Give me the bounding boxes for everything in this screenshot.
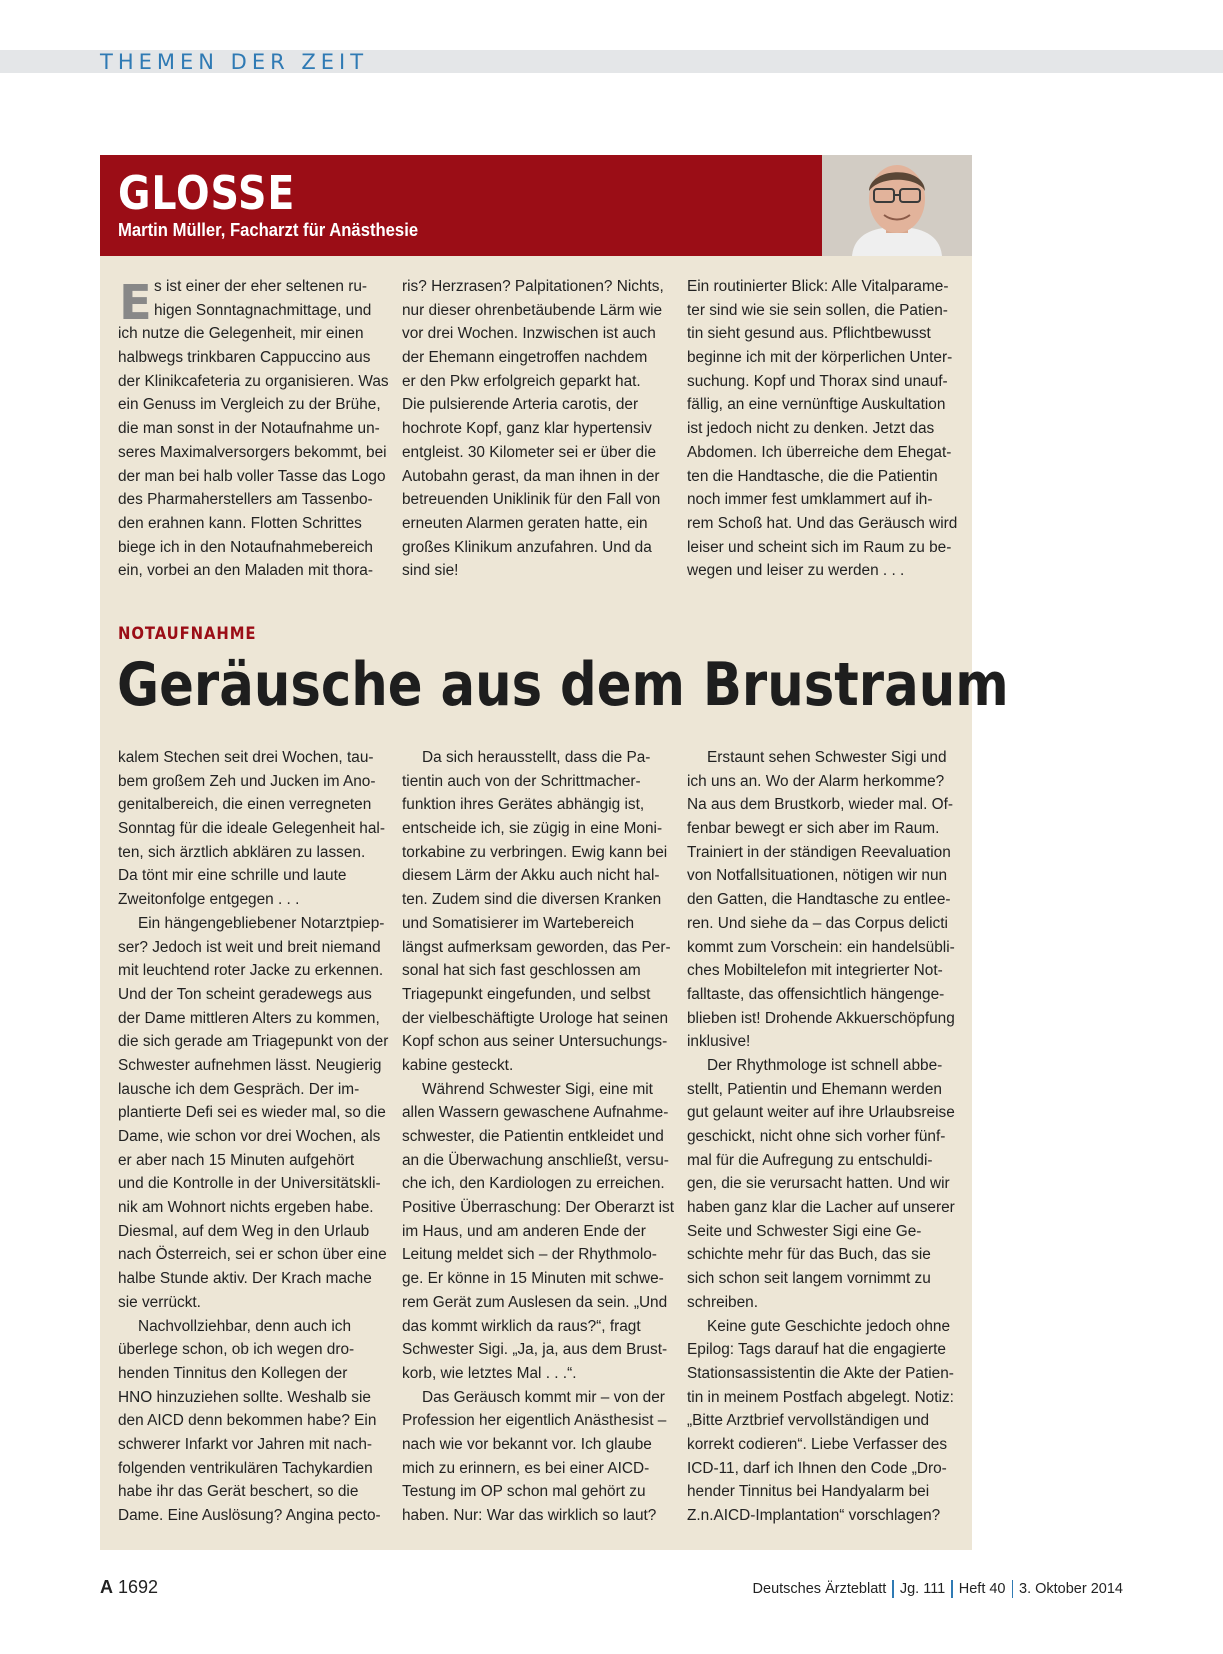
text-line: ris? Herzrasen? Palpitationen? Nichts,: [402, 278, 664, 295]
text-line: er aber nach 15 Minuten aufgehört: [118, 1151, 355, 1169]
text-line: den AICD denn bekommen habe? Ein: [118, 1412, 377, 1430]
text-line: Abdomen. Ich überreiche dem Ehegat-: [687, 443, 952, 461]
text-line: Testung im OP schon mal gehört zu: [402, 1483, 646, 1501]
text-line: ein, vorbei an den Maladen mit thora-: [118, 562, 373, 580]
text-line: überlege schon, ob ich wegen dro-: [118, 1341, 355, 1359]
text-line: bem großem Zeh und Jucken im Ano-: [118, 772, 376, 790]
text-line: den erahnen kann. Flotten Schrittes: [118, 514, 362, 532]
text-line: ICD-11, darf ich Ihnen den Code „Dro-: [687, 1459, 947, 1477]
text-line: mal für die Aufregung zu entschuldi-: [687, 1151, 933, 1169]
text-line: Leitung meldet sich – der Rhythmolo-: [402, 1246, 657, 1264]
text-line: geschickt, nicht ohne sich vorher fünf-: [687, 1128, 946, 1145]
body-column-2: [402, 746, 675, 1528]
text-line: gut gelaunt weiter auf ihre Urlaubsreise: [687, 1104, 955, 1122]
text-line: HNO hinzuziehen sollte. Weshalb sie: [118, 1388, 371, 1406]
text-line: Der Rhythmologe ist schnell abbe-: [707, 1056, 943, 1074]
text-line: den Gatten, die Handtasche zu entlee-: [687, 891, 951, 909]
text-line: allen Wassern gewaschene Aufnahme-: [402, 1104, 669, 1122]
text-line: Trainiert in der ständigen Reevaluation: [687, 843, 951, 861]
text-line: haben. Nur: War das wirklich so laut?: [402, 1507, 657, 1524]
text-line: ein Genuss im Vergleich zu der Brühe,: [118, 396, 381, 414]
text-line: sich schon seit langem vornimmt zu: [687, 1270, 931, 1288]
text-line: ser? Jedoch ist weit und breit niemand: [118, 938, 381, 956]
journal-date: 3. Oktober 2014: [1019, 1581, 1123, 1597]
text-line: im Haus, und am anderen Ende der: [402, 1222, 646, 1240]
journal-info: [753, 1580, 1123, 1598]
page-number-value: 1692: [118, 1577, 159, 1597]
text-line: Die pulsierende Arteria carotis, der: [402, 396, 639, 414]
text-line: schwerer Infarkt vor Jahren mit nach-: [118, 1435, 373, 1453]
text-line: er den Pkw erfolgreich geparkt hat.: [402, 372, 641, 390]
text-line: higen Sonntagnachmittage, und: [154, 301, 372, 319]
text-line: ter sind wie sie sein sollen, die Patien-: [687, 301, 948, 319]
text-line: lausche ich dem Gespräch. Der im-: [118, 1080, 360, 1098]
divider: [951, 1580, 953, 1598]
text-line: che ich, den Kardiologen zu erreichen.: [402, 1175, 665, 1193]
author-line: Martin Müller, Facharzt für Anästhesie: [118, 219, 419, 240]
text-line: Triagepunkt eingefunden, und selbst: [402, 985, 651, 1003]
text-line: diesem Lärm der Akku auch nicht hal-: [402, 867, 660, 885]
text-line: nik am Wohnort nichts ergeben habe.: [118, 1199, 374, 1217]
text-line: an die Überwachung anschließt, versu-: [402, 1151, 669, 1169]
text-line: schwester, die Patientin entkleidet und: [402, 1128, 664, 1145]
divider: [892, 1580, 894, 1598]
text-line: halbe Stunde aktiv. Der Krach mache: [118, 1270, 372, 1288]
text-line: fällig, an eine vernünftige Auskultation: [687, 396, 946, 414]
text-line: suchung. Kopf und Thorax sind unauf-: [687, 372, 948, 390]
text-line: Diesmal, auf dem Weg in den Urlaub: [118, 1222, 370, 1240]
page-number: [100, 1577, 158, 1598]
text-line: noch immer fest umklammert auf ih-: [687, 491, 933, 509]
text-line: Seite und Schwester Sigi eine Ge-: [687, 1222, 922, 1240]
text-line: Ein hängengebliebener Notarztpiep-: [138, 914, 385, 932]
text-line: tin sieht gesund aus. Pflichtbewusst: [687, 325, 931, 343]
text-line: großes Klinikum anzufahren. Und da: [402, 538, 652, 556]
text-line: Keine gute Geschichte jedoch ohne: [707, 1317, 951, 1335]
text-line: beginne ich mit der körperlichen Unter-: [687, 349, 953, 367]
text-line: und Somatisierer im Wartebereich: [402, 914, 635, 932]
text-line: funktion ihres Gerätes abhängig ist,: [402, 796, 645, 814]
journal-name: Deutsches Ärzteblatt: [752, 1581, 887, 1597]
text-line: seres Maximalversorgers bekommt, bei: [118, 443, 387, 461]
text-line: torkabine zu verbringen. Ewig kann bei: [402, 843, 668, 861]
text-line: sie verrückt.: [118, 1293, 201, 1311]
text-line: und die Kontrolle in der Universitätskli-: [118, 1175, 381, 1193]
divider: [1012, 1580, 1014, 1598]
text-line: plantierte Defi sei es wieder mal, so die: [118, 1104, 386, 1122]
text-line: fenbar bewegt er sich aber im Raum.: [687, 820, 940, 838]
intro-column-2: [402, 275, 664, 583]
text-line: Dame. Eine Auslösung? Angina pecto-: [118, 1507, 381, 1524]
text-line: ten, sich ärztlich abklären zu lassen.: [118, 843, 366, 861]
text-line: hender Tinnitus bei Handyalarm bei: [687, 1483, 930, 1501]
text-line: inklusive!: [687, 1033, 751, 1051]
text-line: Erstaunt sehen Schwester Sigi und: [707, 749, 947, 766]
text-line: rem Schoß hat. Und das Geräusch wird: [687, 514, 958, 532]
text-line: der Klinikcafeteria zu organisieren. Was: [118, 372, 389, 390]
body-column-1: [118, 746, 389, 1528]
text-line: rem Gerät zum Auslesen da sein. „Und: [402, 1293, 668, 1311]
text-line: Epilog: Tags darauf hat die engagierte: [687, 1341, 946, 1359]
text-line: Schwester Sigi. „Ja, ja, aus dem Brust-: [402, 1341, 668, 1359]
text-line: korrekt codieren“. Liebe Verfasser des: [687, 1435, 948, 1453]
text-line: Autobahn gerast, da man ihnen in der: [402, 467, 660, 485]
text-line: des Pharmaherstellers am Tassenbo-: [118, 491, 373, 509]
text-line: vor drei Wochen. Inzwischen ist auch: [402, 325, 656, 343]
text-line: halbwegs trinkbaren Cappuccino aus: [118, 349, 371, 367]
text-line: Da sich herausstellt, dass die Pa-: [422, 749, 651, 766]
text-line: schreiben.: [687, 1293, 759, 1311]
text-line: der vielbeschäftigte Urologe hat seinen: [402, 1009, 669, 1027]
text-line: der man bei halb voller Tasse das Logo: [118, 467, 386, 485]
text-line: falltaste, das offensichtlich hängenge-: [687, 985, 945, 1003]
text-line: erneuten Alarmen geraten hatte, ein: [402, 514, 648, 532]
text-line: Z.n.AICD-Implantation“ vorschlagen?: [687, 1507, 941, 1524]
text-line: ist jedoch nicht zu denken. Jetzt das: [687, 420, 935, 438]
section-label: THEMEN DER ZEIT: [100, 50, 369, 74]
text-line: mich zu erinnern, es bei einer AICD-: [402, 1459, 650, 1477]
text-line: Stationsassistentin die Akte der Patien-: [687, 1364, 954, 1382]
text-line: ten. Zudem sind die diversen Kranken: [402, 891, 662, 909]
text-line: biege ich in den Notaufnahmebereich: [118, 538, 373, 556]
text-line: tientin auch von der Schrittmacher-: [402, 772, 641, 790]
text-line: der Ehemann eingetroffen nachdem: [402, 349, 648, 367]
text-line: gen, die sie verursacht hatten. Und wir: [687, 1175, 950, 1193]
glosse-title: GLOSSE: [118, 166, 296, 220]
text-line: Während Schwester Sigi, eine mit: [422, 1080, 653, 1098]
text-line: ich uns an. Wo der Alarm herkomme?: [687, 772, 945, 790]
text-line: wegen und leiser zu werden . . .: [687, 562, 905, 580]
text-line: tin in meinem Postfach abgelegt. Notiz:: [687, 1388, 954, 1406]
text-line: Zweitonfolge entgegen . . .: [118, 891, 300, 909]
text-line: Das Geräusch kommt mir – von der: [422, 1388, 665, 1406]
text-line: blieben ist! Drohende Akkuerschöpfung: [687, 1009, 955, 1027]
text-line: Da tönt mir eine schrille und laute: [118, 867, 347, 885]
text-line: schichte mehr für das Buch, das sie: [687, 1246, 931, 1264]
journal-volume: Jg. 111: [899, 1581, 946, 1597]
text-line: ren. Und siehe da – das Corpus delicti: [687, 914, 948, 932]
text-line: ten die Handtasche, die die Patientin: [687, 467, 938, 485]
text-line: henden Tinnitus den Kollegen der: [118, 1364, 348, 1382]
author-portrait: [822, 155, 972, 256]
text-line: Und der Ton scheint geradewegs aus: [118, 985, 372, 1003]
text-line: Na aus dem Brustkorb, wieder mal. Of-: [687, 796, 954, 814]
text-line: ich nutze die Gelegenheit, mir einen: [118, 325, 364, 343]
text-line: mit leuchtend roter Jacke zu erkennen.: [118, 962, 384, 980]
text-line: die man sonst in der Notaufnahme un-: [118, 420, 380, 438]
text-line: sonal hat sich fast geschlossen am: [402, 962, 641, 980]
text-line: Schwester aufnehmen lässt. Neugierig: [118, 1056, 382, 1074]
text-line: der Dame mittleren Alters zu kommen,: [118, 1009, 380, 1027]
text-line: korb, wie letztes Mal . . .“.: [402, 1364, 577, 1382]
text-line: Dame, wie schon vor drei Wochen, als: [118, 1128, 381, 1145]
journal-issue: Heft 40: [958, 1581, 1006, 1597]
drop-cap: E: [119, 275, 152, 331]
text-line: nach Österreich, sei er schon über eine: [118, 1246, 387, 1264]
text-line: Kopf schon aus seiner Untersuchungs-: [402, 1033, 668, 1051]
body-column-3: [687, 746, 955, 1528]
article-headline: Geräusche aus dem Brustraum: [117, 650, 1009, 720]
text-line: Ein routinierter Blick: Alle Vitalparame-: [687, 278, 949, 295]
text-line: haben ganz klar die Lacher auf unserer: [687, 1199, 955, 1217]
text-line: „Bitte Arztbrief vervollständigen und: [687, 1412, 930, 1430]
text-line: das kommt wirklich da raus?“, fragt: [402, 1317, 641, 1335]
text-line: kalem Stechen seit drei Wochen, tau-: [118, 749, 374, 766]
article-kicker: NOTAUFNAHME: [118, 624, 257, 643]
text-line: leiser und scheint sich im Raum zu be-: [687, 538, 952, 556]
page-prefix: A: [100, 1577, 113, 1597]
intro-column-1: [118, 275, 389, 583]
text-line: betreuenden Uniklinik für den Fall von: [402, 491, 661, 509]
text-line: folgenden ventrikulären Tachykardien: [118, 1459, 373, 1477]
text-line: entgleist. 30 Kilometer sei er über die: [402, 443, 657, 461]
portrait-image: [822, 155, 972, 256]
text-line: nur dieser ohrenbetäubende Lärm wie: [402, 301, 663, 319]
text-line: kommt zum Vorschein: ein handelsübli-: [687, 938, 955, 956]
text-line: habe ihr das Gerät beschert, so die: [118, 1483, 359, 1501]
text-line: ches Mobiltelefon mit integrierter Not-: [687, 962, 943, 980]
text-line: hochrote Kopf, ganz klar hypertensiv: [402, 420, 652, 438]
text-line: genitalbereich, die einen verregneten: [118, 796, 372, 814]
text-line: längst aufmerksam geworden, das Per-: [402, 938, 671, 956]
intro-column-3: [687, 275, 958, 583]
text-line: ge. Er könne in 15 Minuten mit schwe-: [402, 1270, 664, 1288]
text-line: Profession her eigentlich Anästhesist –: [402, 1412, 667, 1430]
text-line: Sonntag für die ideale Gelegenheit hal-: [118, 820, 385, 838]
text-line: von Notfallsituationen, nötigen wir nun: [687, 867, 948, 885]
text-line: Positive Überraschung: Der Oberarzt ist: [402, 1199, 675, 1217]
text-line: stellt, Patientin und Ehemann werden: [687, 1080, 942, 1098]
text-line: die sich gerade am Triagepunkt von der: [118, 1033, 389, 1051]
text-line: sind sie!: [402, 562, 459, 580]
text-line: kabine gesteckt.: [402, 1056, 514, 1074]
text-line: nach wie vor bekannt vor. Ich glaube: [402, 1435, 652, 1453]
text-line: Nachvollziehbar, denn auch ich: [138, 1317, 352, 1335]
text-line: s ist einer der eher seltenen ru-: [154, 278, 368, 295]
text-line: entscheide ich, sie zügig in eine Moni-: [402, 820, 663, 838]
